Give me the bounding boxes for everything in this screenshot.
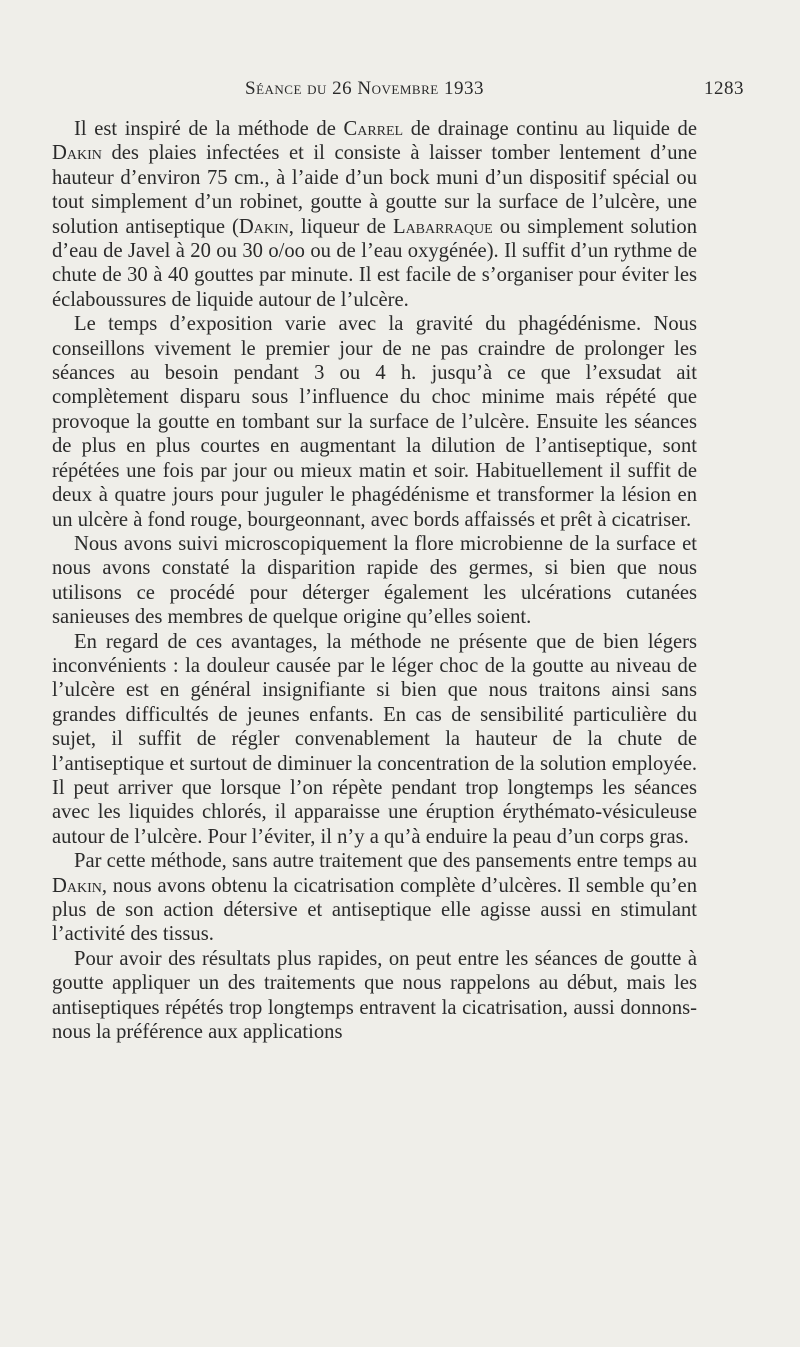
paragraph-text: En regard de ces avantages, la méthode ne présente que de bien légers inconvénients : la douleur causée par le léger choc de la goutte au niveau de l’ulcère est en général insignifiante si bien que nous traitons ainsi sans grandes difficultés de jeunes enfants. En cas de sensibilité particulière du sujet, il suffit de régler convenablement la hauteur de la chute de l’antiseptique et surtout de diminuer la concentration de la solution employée. Il peut arriver que lorsque l’on répète pendant trop longtemps les séances avec les liquides chlorés, il apparaisse une éruption érythémato-vésiculeuse autour de l’ulcère. Pour l’éviter, il n’y a qu’à enduire la peau d’un corps gras. xyxy=(52,630,697,848)
paragraph xyxy=(52,117,697,312)
paragraph xyxy=(52,532,697,630)
body-text xyxy=(52,117,697,1044)
author-name: Dakin xyxy=(238,215,289,238)
author-name: Carrel xyxy=(343,118,404,140)
paragraph-text: Pour avoir des résultats plus rapides, on peut entre les séances de goutte à goutte appliquer un des traitements que nous rappelons au début, mais les antiseptiques répétés trop longtemps entravent la cicatrisation, aussi donnons-nous la préférence aux applications xyxy=(52,947,697,1044)
page-number: 1283 xyxy=(704,78,744,99)
paragraph xyxy=(52,630,697,850)
paragraph-text: Il est inspiré de la méthode de xyxy=(74,118,344,140)
paragraph-text: Le temps d’exposition varie avec la gravité du phagédénisme. Nous conseillons vivement le premier jour de ne pas craindre de prolonger les séances au besoin pendant 3 ou 4 h. jusqu’à ce que l’exsudat ait complètement disparu sous l’influence du choc minime mais répété que provoque la goutte en tombant sur la surface de l’ulcère. Ensuite les séances de plus en plus courtes en augmentant la dilution de l’antiseptique, sont répétées une fois par jour ou mieux matin et soir. Habituellement il suffit de deux à quatre jours pour juguler le phagédénisme et transformer la lésion en un ulcère à fond rouge, bourgeonnant, avec bords affaissés et prêt à cicatriser. xyxy=(52,313,697,531)
author-name: Labarraque xyxy=(392,215,493,238)
paragraph-text: ou simplement solution d’eau de Javel à 20 ou 30 o/oo ou de l’eau oxygénée). Il suffit d’un rythme de chute de 30 à 40 gouttes par minute. Il est facile de s’organiser pour éviter les éclaboussures de liquide autour de l’ulcère. xyxy=(52,215,698,311)
paragraph-text: Nous avons suivi microscopiquement la flore microbienne de la surface et nous avons constaté la disparition rapide des germes, si bien que nous utilisons ce procédé pour déterger également les ulcérations cutanées sanieuses des membres de quelque origine qu’elles soient. xyxy=(52,532,697,629)
paragraph-text: Par cette méthode, sans autre traitement que des pansements entre temps au xyxy=(74,850,697,873)
running-header xyxy=(52,78,744,108)
running-title: Séance du 26 Novembre 1933 xyxy=(245,78,484,99)
paragraph xyxy=(52,849,697,947)
paragraph-text: , liqueur de xyxy=(288,215,393,238)
paragraph-text: , nous avons obtenu la cicatrisation complète d’ulcères. Il semble qu’en plus de son action détersive et antiseptique elle agisse aussi en stimulant l’activité des tissus. xyxy=(52,874,697,946)
paragraph xyxy=(52,947,697,1045)
paragraph-text: des plaies infectées et il consiste à laisser tomber lentement d’une hauteur d’environ 75 cm., à l’aide d’un bock muni d’un dispositif spécial ou tout simplement d’un robinet, goutte à goutte sur la surface de l’ulcère, une solution antiseptique ( xyxy=(52,142,697,238)
paragraph-text: de drainage continu au liquide de xyxy=(403,118,697,140)
author-name: Dakin xyxy=(52,142,102,165)
author-name: Dakin xyxy=(52,874,102,897)
paragraph xyxy=(52,312,697,532)
